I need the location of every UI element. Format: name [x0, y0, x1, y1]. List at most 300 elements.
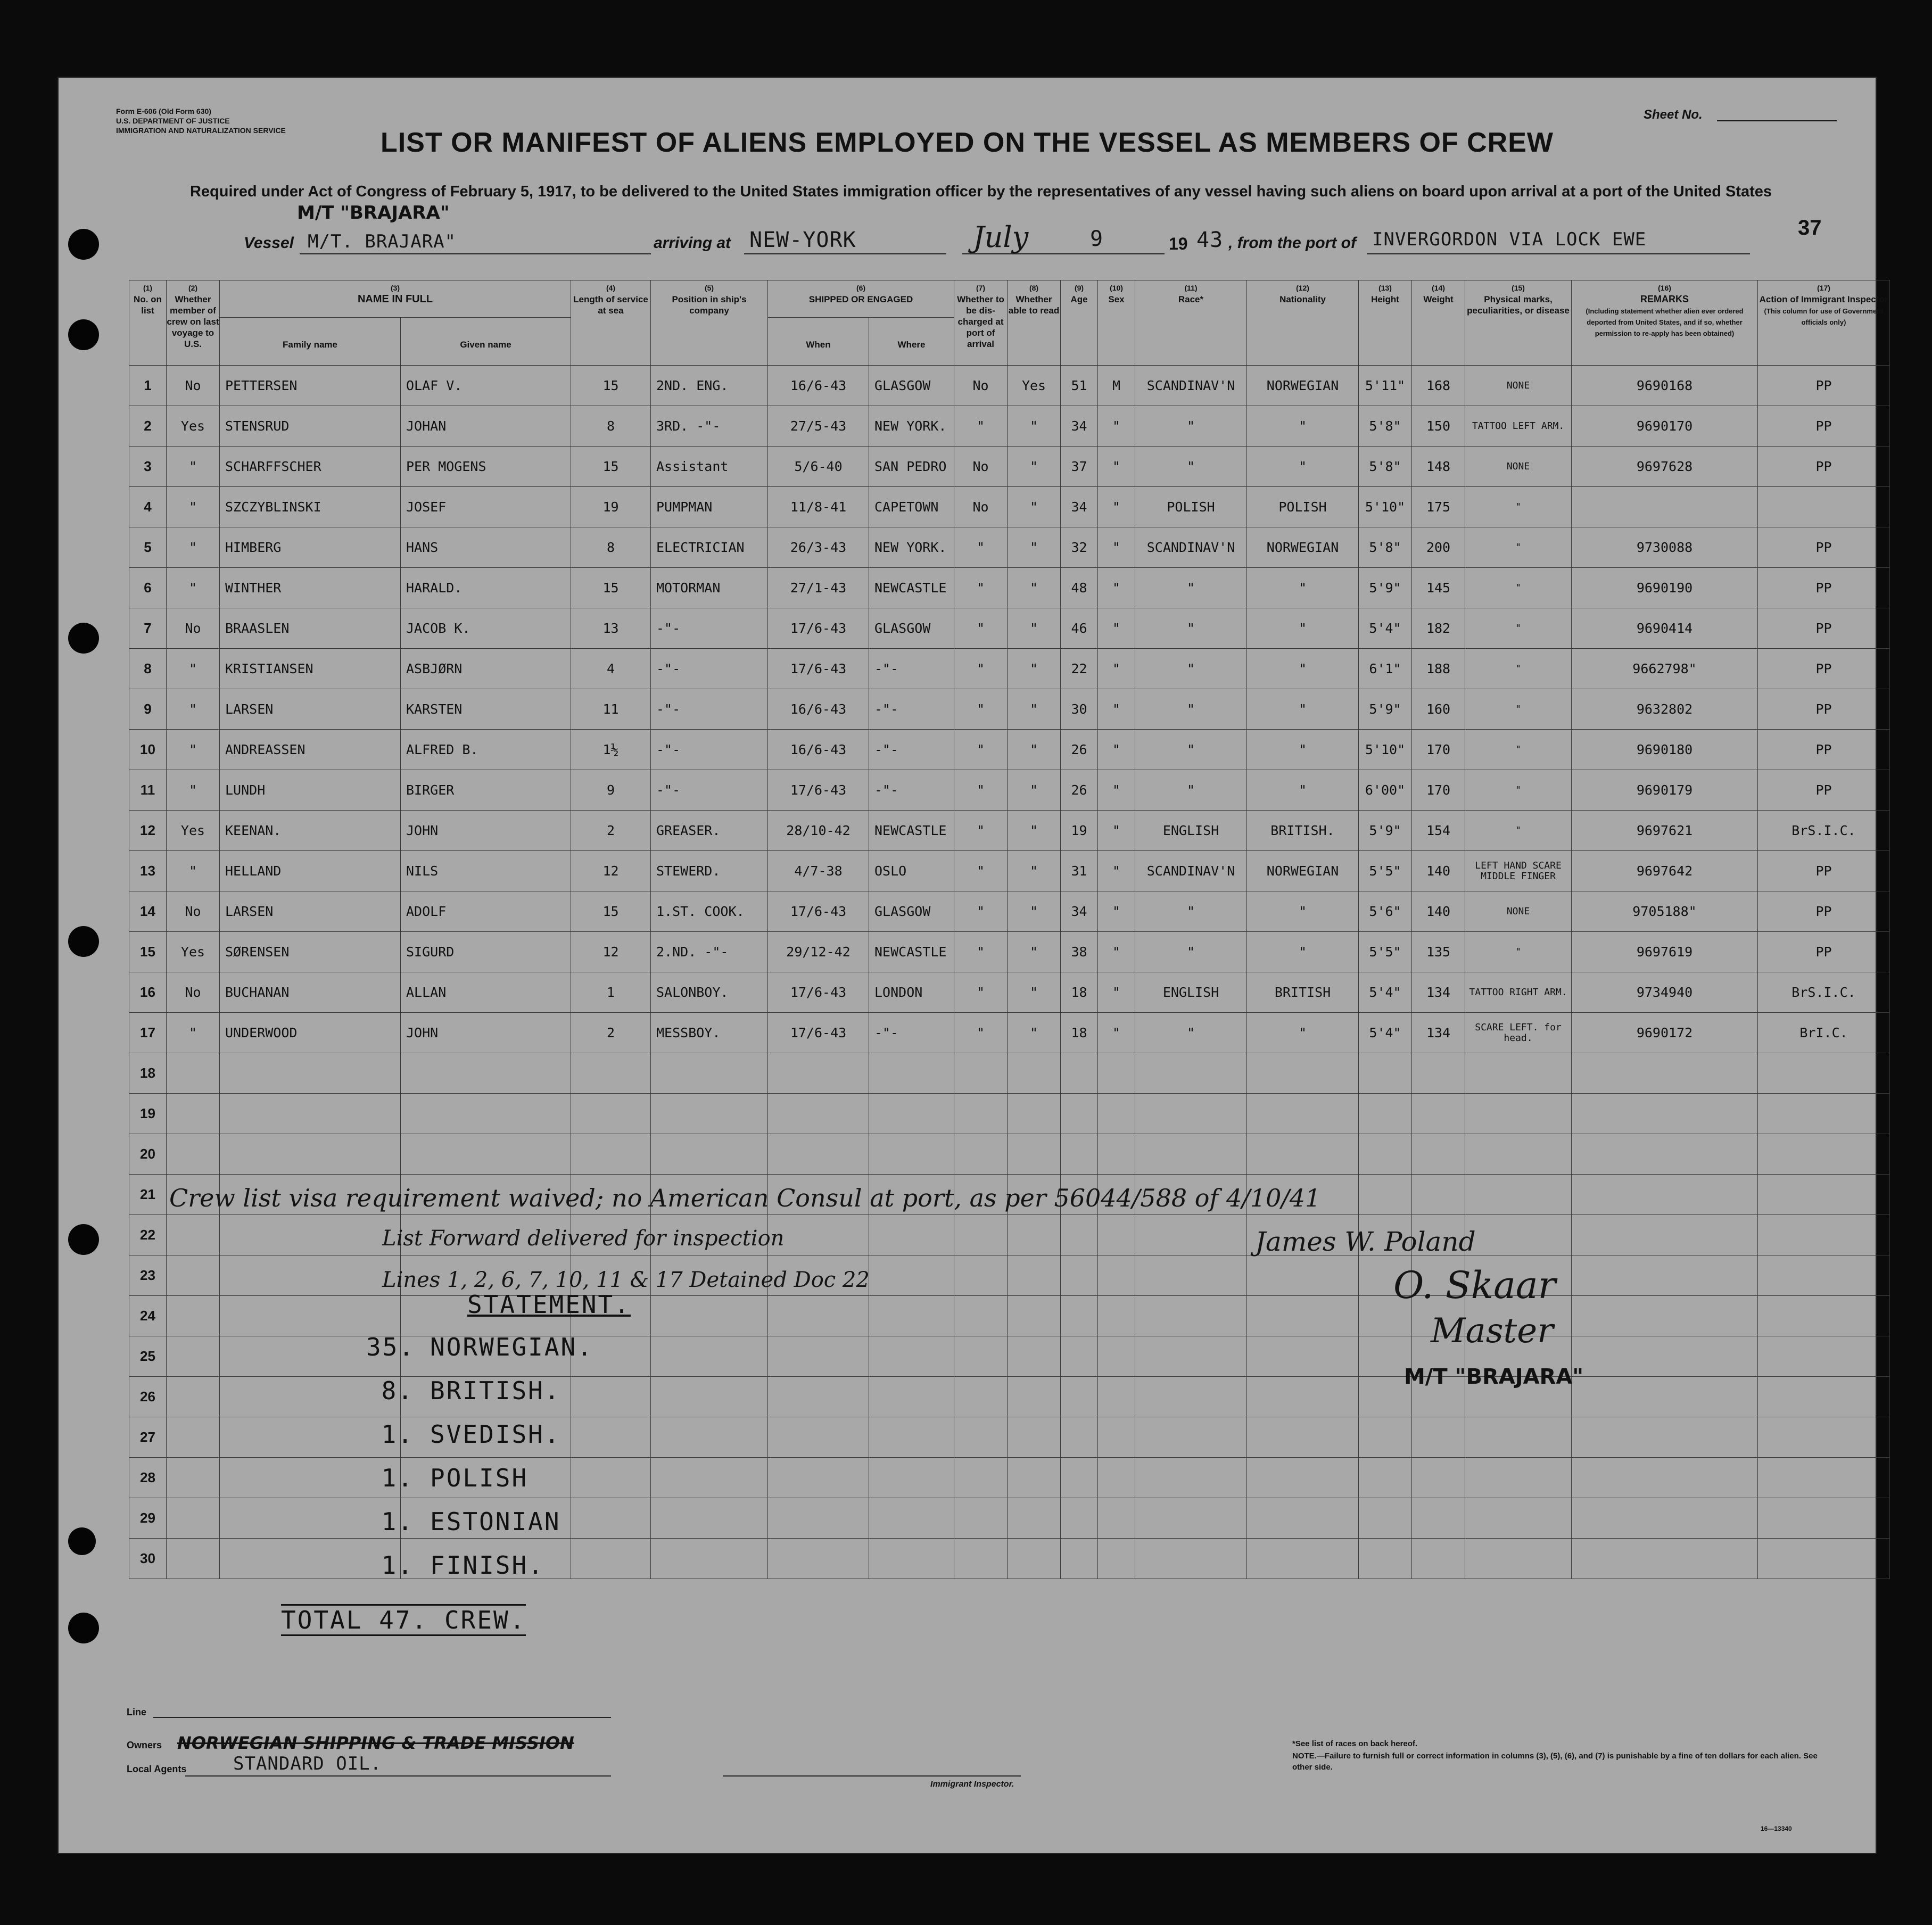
cell-no: 11 — [129, 770, 167, 811]
cell-age: 26 — [1061, 730, 1098, 770]
cell-age — [1061, 1417, 1098, 1458]
cell-position: -"- — [651, 730, 768, 770]
table-row — [129, 568, 1890, 608]
cell-family: SCHARFFSCHER — [220, 447, 401, 487]
cell-weight: 145 — [1412, 568, 1465, 608]
cell-where: NEWCASTLE — [869, 568, 954, 608]
cell-service: 9 — [571, 770, 651, 811]
statement-count: 1. — [381, 1507, 414, 1536]
cell-remarks — [1572, 1134, 1758, 1175]
cell-height — [1359, 1175, 1412, 1215]
cell-weight — [1412, 1539, 1465, 1579]
cell-family: LARSEN — [220, 891, 401, 932]
cell-no: 20 — [129, 1134, 167, 1175]
cell-nationality — [1247, 1417, 1359, 1458]
cell-discharged: " — [954, 689, 1008, 730]
cell-remarks — [1572, 1377, 1758, 1417]
cell-marks — [1465, 1417, 1572, 1458]
agents-field — [185, 1775, 611, 1777]
cell-age: 34 — [1061, 406, 1098, 447]
cell-position: MESSBOY. — [651, 1013, 768, 1053]
cell-race: " — [1135, 447, 1247, 487]
cell-where — [869, 1134, 954, 1175]
cell-sex: " — [1098, 608, 1135, 649]
cell-given: ALLAN — [401, 972, 571, 1013]
statement-nationality: BRITISH. — [430, 1376, 561, 1405]
table-row — [129, 447, 1890, 487]
date-underline — [962, 253, 1165, 254]
cell-position — [651, 1053, 768, 1094]
cell-service: 4 — [571, 649, 651, 689]
cell-remarks: 9690414 — [1572, 608, 1758, 649]
cell-remarks: 9734940 — [1572, 972, 1758, 1013]
binder-hole-7 — [68, 1613, 99, 1643]
cell-read: " — [1008, 689, 1061, 730]
cell-age — [1061, 1498, 1098, 1539]
cell-remarks: 9705188" — [1572, 891, 1758, 932]
cell-position — [651, 1094, 768, 1134]
cell-prev — [167, 1458, 220, 1498]
statement-count: 1. — [381, 1464, 414, 1492]
table-row — [129, 527, 1890, 568]
col-5-header: (5) Position in ship's company — [651, 280, 768, 366]
statement-total: TOTAL 47. CREW. — [281, 1604, 526, 1636]
cell-remarks — [1572, 1094, 1758, 1134]
cell-family: LUNDH — [220, 770, 401, 811]
statement-item — [366, 1333, 593, 1361]
year-prefix: 19 — [1169, 234, 1188, 253]
cell-marks: " — [1465, 770, 1572, 811]
cell-weight: 170 — [1412, 770, 1465, 811]
cell-where — [869, 1458, 954, 1498]
vessel-underline — [300, 253, 651, 254]
col-10-header: (10) Sex — [1098, 280, 1135, 366]
cell-discharged — [954, 1255, 1008, 1296]
cell-weight: 150 — [1412, 406, 1465, 447]
cell-when — [768, 1296, 869, 1336]
cell-read — [1008, 1053, 1061, 1094]
cell-family — [220, 1094, 401, 1134]
sheet-no-field — [1717, 120, 1837, 121]
statement-nationality: SVEDISH. — [430, 1420, 561, 1449]
cell-action: PP — [1758, 568, 1890, 608]
cell-action: BrS.I.C. — [1758, 811, 1890, 851]
cell-when — [768, 1134, 869, 1175]
cell-sex: " — [1098, 972, 1135, 1013]
cell-family — [220, 1296, 401, 1336]
cell-given: JOSEF — [401, 487, 571, 527]
cell-given: ADOLF — [401, 891, 571, 932]
cell-action — [1758, 1458, 1890, 1498]
cell-read — [1008, 1498, 1061, 1539]
cell-prev — [167, 1215, 220, 1255]
cell-sex — [1098, 1134, 1135, 1175]
cell-read: " — [1008, 649, 1061, 689]
cell-remarks — [1572, 1458, 1758, 1498]
col-14-header: (14) Weight — [1412, 280, 1465, 366]
cell-height: 5'9" — [1359, 689, 1412, 730]
cell-discharged: No — [954, 447, 1008, 487]
cell-race: ENGLISH — [1135, 811, 1247, 851]
cell-service — [571, 1417, 651, 1458]
cell-marks — [1465, 1134, 1572, 1175]
cell-prev — [167, 1255, 220, 1296]
statement-item — [366, 1551, 544, 1580]
cell-race: SCANDINAV'N — [1135, 366, 1247, 406]
cell-remarks: 9730088 — [1572, 527, 1758, 568]
cell-given: OLAF V. — [401, 366, 571, 406]
cell-when: 26/3-43 — [768, 527, 869, 568]
cell-position: MOTORMAN — [651, 568, 768, 608]
cell-sex: " — [1098, 851, 1135, 891]
cell-height: 5'11" — [1359, 366, 1412, 406]
cell-where: -"- — [869, 649, 954, 689]
cell-service — [571, 1458, 651, 1498]
cell-when: 16/6-43 — [768, 689, 869, 730]
cell-discharged — [954, 1498, 1008, 1539]
col-16-header: (16) REMARKS (Including statement whether alien ever ordered deported from United States, and if so, whether permission to re-apply has been obtained) — [1572, 280, 1758, 366]
cell-height: 5'9" — [1359, 568, 1412, 608]
cell-age — [1061, 1134, 1098, 1175]
cell-marks: " — [1465, 527, 1572, 568]
cell-given: JOHN — [401, 1013, 571, 1053]
col-1-header: (1) No. on list — [129, 280, 167, 366]
cell-nationality: " — [1247, 608, 1359, 649]
cell-discharged — [954, 1377, 1008, 1417]
cell-given: HARALD. — [401, 568, 571, 608]
cell-marks — [1465, 1215, 1572, 1255]
cell-where — [869, 1539, 954, 1579]
cell-action: PP — [1758, 447, 1890, 487]
cell-nationality — [1247, 1498, 1359, 1539]
detained-note: Lines 1, 2, 6, 7, 10, 11 & 17 Detained Doc 22 — [382, 1268, 870, 1292]
cell-race: SCANDINAV'N — [1135, 527, 1247, 568]
manifest-sheet — [57, 77, 1888, 1854]
form-title: LIST OR MANIFEST OF ALIENS EMPLOYED ON THE VESSEL AS MEMBERS OF CREW — [381, 127, 1554, 158]
cell-read: " — [1008, 811, 1061, 851]
cell-marks: " — [1465, 730, 1572, 770]
cell-when — [768, 1377, 869, 1417]
statement-heading: STATEMENT. — [467, 1290, 631, 1319]
cell-weight: 148 — [1412, 447, 1465, 487]
cell-action — [1758, 1134, 1890, 1175]
cell-action — [1758, 1296, 1890, 1336]
sheet-number: 37 — [1798, 216, 1822, 239]
cell-service — [571, 1377, 651, 1417]
cell-read — [1008, 1539, 1061, 1579]
cell-family: KRISTIANSEN — [220, 649, 401, 689]
cell-prev: No — [167, 608, 220, 649]
cell-prev: " — [167, 730, 220, 770]
cell-where — [869, 1255, 954, 1296]
cell-race — [1135, 1377, 1247, 1417]
cell-no: 19 — [129, 1094, 167, 1134]
cell-age — [1061, 1336, 1098, 1377]
cell-marks: " — [1465, 608, 1572, 649]
cell-read: " — [1008, 487, 1061, 527]
cell-discharged: " — [954, 811, 1008, 851]
cell-service — [571, 1539, 651, 1579]
cell-service: 11 — [571, 689, 651, 730]
races-note: *See list of races on back hereof. — [1292, 1739, 1418, 1748]
cell-height: 5'5" — [1359, 932, 1412, 972]
cell-read: " — [1008, 568, 1061, 608]
cell-position: -"- — [651, 608, 768, 649]
cell-when — [768, 1417, 869, 1458]
cell-sex: " — [1098, 527, 1135, 568]
cell-remarks — [1572, 1498, 1758, 1539]
cell-read: " — [1008, 1013, 1061, 1053]
cell-service: 2 — [571, 811, 651, 851]
cell-discharged: No — [954, 366, 1008, 406]
cell-where: -"- — [869, 770, 954, 811]
cell-discharged: " — [954, 972, 1008, 1013]
arrival-port: NEW-YORK — [749, 228, 856, 252]
cell-family — [220, 1053, 401, 1094]
cell-race — [1135, 1255, 1247, 1296]
col-9-header: (9) Age — [1061, 280, 1098, 366]
table-row — [129, 366, 1890, 406]
col-13-header: (13) Height — [1359, 280, 1412, 366]
cell-race — [1135, 1417, 1247, 1458]
cell-marks: SCARE LEFT. for head. — [1465, 1013, 1572, 1053]
cell-discharged: No — [954, 487, 1008, 527]
cell-where: GLASGOW — [869, 366, 954, 406]
cell-nationality: " — [1247, 1013, 1359, 1053]
cell-height: 5'8" — [1359, 527, 1412, 568]
cell-service — [571, 1094, 651, 1134]
cell-nationality: " — [1247, 649, 1359, 689]
cell-race: " — [1135, 608, 1247, 649]
cell-remarks — [1572, 1417, 1758, 1458]
cell-where: NEWCASTLE — [869, 811, 954, 851]
table-row — [129, 487, 1890, 527]
cell-sex — [1098, 1498, 1135, 1539]
cell-given: NILS — [401, 851, 571, 891]
master-signature: O. Skaar — [1393, 1263, 1556, 1307]
cell-remarks — [1572, 1175, 1758, 1215]
cell-marks — [1465, 1539, 1572, 1579]
cell-where — [869, 1296, 954, 1336]
cell-when — [768, 1498, 869, 1539]
sheet-no-label: Sheet No. — [1644, 108, 1703, 122]
cell-race: " — [1135, 932, 1247, 972]
col-12-header: (12) Nationality — [1247, 280, 1359, 366]
cell-remarks: 9697619 — [1572, 932, 1758, 972]
cell-no: 6 — [129, 568, 167, 608]
cell-nationality: NORWEGIAN — [1247, 851, 1359, 891]
cell-where: OSLO — [869, 851, 954, 891]
cell-read: " — [1008, 527, 1061, 568]
cell-marks — [1465, 1498, 1572, 1539]
cell-no: 8 — [129, 649, 167, 689]
cell-weight — [1412, 1458, 1465, 1498]
cell-discharged: " — [954, 608, 1008, 649]
cell-position — [651, 1498, 768, 1539]
cell-discharged: " — [954, 527, 1008, 568]
cell-service: 12 — [571, 932, 651, 972]
cell-height: 5'9" — [1359, 811, 1412, 851]
cell-given: PER MOGENS — [401, 447, 571, 487]
cell-action: BrS.I.C. — [1758, 972, 1890, 1013]
cell-no: 3 — [129, 447, 167, 487]
cell-discharged: " — [954, 770, 1008, 811]
cell-when — [768, 1336, 869, 1377]
cell-race: " — [1135, 730, 1247, 770]
cell-remarks: 9690172 — [1572, 1013, 1758, 1053]
cell-read — [1008, 1336, 1061, 1377]
cell-action: PP — [1758, 730, 1890, 770]
cell-discharged — [954, 1094, 1008, 1134]
cell-position: -"- — [651, 770, 768, 811]
cell-weight: 168 — [1412, 366, 1465, 406]
cell-when: 27/5-43 — [768, 406, 869, 447]
cell-position: Assistant — [651, 447, 768, 487]
cell-nationality — [1247, 1134, 1359, 1175]
cell-prev — [167, 1498, 220, 1539]
cell-height: 5'8" — [1359, 447, 1412, 487]
cell-no: 26 — [129, 1377, 167, 1417]
cell-age: 51 — [1061, 366, 1098, 406]
cell-remarks — [1572, 487, 1758, 527]
cell-age — [1061, 1094, 1098, 1134]
cell-marks: LEFT HAND SCARE MIDDLE FINGER — [1465, 851, 1572, 891]
cell-race — [1135, 1458, 1247, 1498]
cell-sex — [1098, 1336, 1135, 1377]
cell-nationality: NORWEGIAN — [1247, 527, 1359, 568]
cell-prev: " — [167, 1013, 220, 1053]
cell-marks: " — [1465, 689, 1572, 730]
cell-when: 17/6-43 — [768, 972, 869, 1013]
binder-hole-5 — [68, 1224, 99, 1255]
cell-nationality — [1247, 1296, 1359, 1336]
penalty-note: NOTE.—Failure to furnish full or correct information in columns (3), (5), (6), and (7) is punishable by a fine of ten dollars for each alien. See other side. — [1292, 1751, 1818, 1772]
cell-sex: " — [1098, 730, 1135, 770]
cell-where: SAN PEDRO — [869, 447, 954, 487]
cell-age — [1061, 1255, 1098, 1296]
cell-when: 29/12-42 — [768, 932, 869, 972]
cell-when: 11/8-41 — [768, 487, 869, 527]
cell-when: 17/6-43 — [768, 1013, 869, 1053]
cell-prev: " — [167, 487, 220, 527]
cell-sex — [1098, 1215, 1135, 1255]
cell-read: " — [1008, 972, 1061, 1013]
col-15-header: (15) Physical marks, peculiarities, or disease — [1465, 280, 1572, 366]
cell-discharged: " — [954, 1013, 1008, 1053]
cell-height — [1359, 1053, 1412, 1094]
binder-hole-4 — [68, 926, 99, 957]
cell-when: 17/6-43 — [768, 770, 869, 811]
cell-remarks: 9697642 — [1572, 851, 1758, 891]
table-row — [129, 1013, 1890, 1053]
cell-action: BrI.C. — [1758, 1013, 1890, 1053]
col-8-header: (8) Whether able to read — [1008, 280, 1061, 366]
cell-family: UNDERWOOD — [220, 1013, 401, 1053]
cell-marks: NONE — [1465, 891, 1572, 932]
cell-remarks: 9690170 — [1572, 406, 1758, 447]
cell-no: 1 — [129, 366, 167, 406]
arrival-month: July — [973, 220, 1029, 254]
from-label: , from the port of — [1228, 234, 1356, 252]
cell-height — [1359, 1458, 1412, 1498]
inspector-label: Immigrant Inspector. — [930, 1780, 1014, 1789]
cell-height: 6'1" — [1359, 649, 1412, 689]
cell-where — [869, 1215, 954, 1255]
cell-age — [1061, 1458, 1098, 1498]
form-identifier: Form E-606 (Old Form 630) U.S. DEPARTMENT OF JUSTICE IMMIGRATION AND NATURALIZATION SERVICE — [116, 107, 286, 135]
cell-age: 18 — [1061, 1013, 1098, 1053]
cell-discharged: " — [954, 406, 1008, 447]
agents-label: Local Agents — [127, 1764, 187, 1774]
cell-sex: " — [1098, 1013, 1135, 1053]
cell-no: 16 — [129, 972, 167, 1013]
cell-where: GLASGOW — [869, 891, 954, 932]
cell-action: PP — [1758, 689, 1890, 730]
cell-where: NEW YORK. — [869, 406, 954, 447]
cell-service: 12 — [571, 851, 651, 891]
cell-discharged — [954, 1458, 1008, 1498]
cell-service: 1½ — [571, 730, 651, 770]
cell-service: 15 — [571, 568, 651, 608]
cell-given — [401, 1053, 571, 1094]
cell-family: ANDREASSEN — [220, 730, 401, 770]
cell-marks: " — [1465, 811, 1572, 851]
binder-hole-6 — [68, 1527, 96, 1555]
cell-family: HELLAND — [220, 851, 401, 891]
statement-nationality: ESTONIAN — [430, 1507, 561, 1536]
statement-count: 35. — [366, 1333, 416, 1361]
table-row — [129, 406, 1890, 447]
cell-action: PP — [1758, 406, 1890, 447]
cell-marks: NONE — [1465, 366, 1572, 406]
cell-nationality: " — [1247, 689, 1359, 730]
cell-given: BIRGER — [401, 770, 571, 811]
agents-value: STANDARD OIL. — [233, 1753, 382, 1774]
cell-discharged — [954, 1539, 1008, 1579]
cell-where — [869, 1053, 954, 1094]
cell-prev: " — [167, 770, 220, 811]
cell-prev: " — [167, 851, 220, 891]
cell-discharged — [954, 1053, 1008, 1094]
cell-nationality — [1247, 1539, 1359, 1579]
cell-service: 15 — [571, 366, 651, 406]
cell-no: 15 — [129, 932, 167, 972]
cell-family — [220, 1255, 401, 1296]
cell-sex: " — [1098, 649, 1135, 689]
cell-remarks — [1572, 1296, 1758, 1336]
cell-prev: " — [167, 527, 220, 568]
cell-nationality — [1247, 1336, 1359, 1377]
cell-age — [1061, 1215, 1098, 1255]
arrival-day: 9 — [1090, 227, 1104, 251]
cell-sex — [1098, 1296, 1135, 1336]
cell-read: " — [1008, 608, 1061, 649]
cell-position — [651, 1336, 768, 1377]
port-underline — [744, 253, 946, 254]
given-name-header: Given name — [401, 318, 571, 366]
footer-line-label: Line — [127, 1707, 147, 1717]
cell-family: STENSRUD — [220, 406, 401, 447]
cell-race: POLISH — [1135, 487, 1247, 527]
cell-where — [869, 1094, 954, 1134]
cell-no: 23 — [129, 1255, 167, 1296]
shipped-when-header: When — [768, 318, 869, 366]
cell-when — [768, 1539, 869, 1579]
cell-nationality — [1247, 1458, 1359, 1498]
cell-age: 22 — [1061, 649, 1098, 689]
cell-race: " — [1135, 689, 1247, 730]
cell-read: " — [1008, 891, 1061, 932]
